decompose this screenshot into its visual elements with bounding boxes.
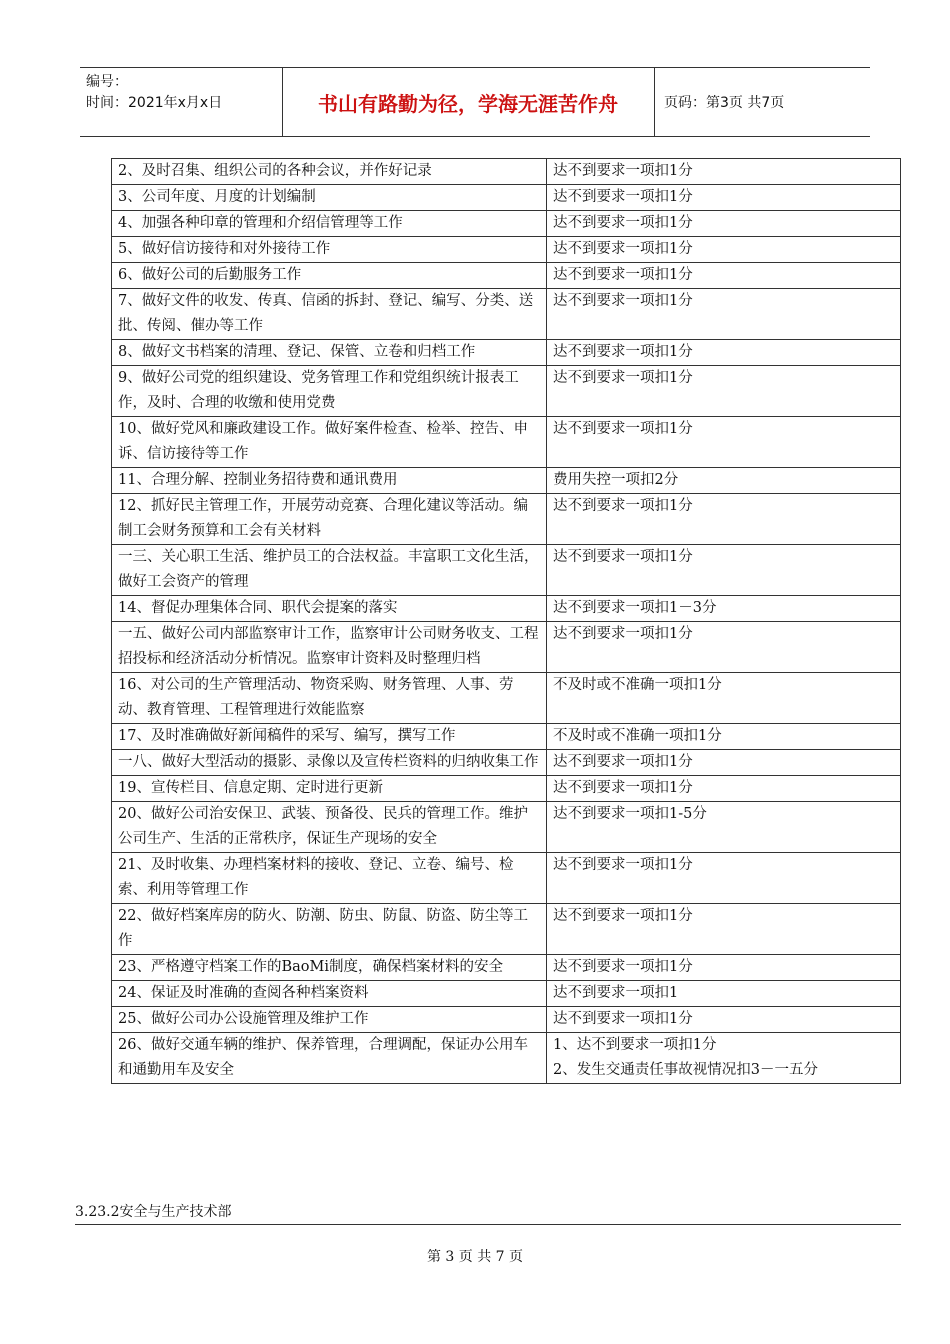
- task-cell: 一八、做好大型活动的摄影、录像以及宣传栏资料的归纳收集工作: [112, 750, 547, 776]
- criteria-cell: [547, 1007, 901, 1033]
- task-cell: 一五、做好公司内部监察审计工作，监察审计公司财务收支、工程招投标和经济活动分析情况。监察审计资料及时整理归档: [112, 622, 547, 673]
- table-row: [112, 596, 901, 622]
- criteria-text: 达不到要求一项扣1分: [553, 163, 693, 179]
- table-row: [112, 237, 901, 263]
- table-row: [112, 545, 901, 596]
- page-footer: 第 3 页 共 7 页: [426, 1249, 524, 1265]
- criteria-text: 2、发生交通责任事故视情况扣3－一五分: [553, 1062, 818, 1078]
- criteria-cell: [547, 237, 901, 263]
- criteria-cell: [547, 417, 901, 468]
- table-row: [112, 673, 901, 724]
- criteria-text: 达不到要求一项扣1分: [553, 370, 693, 386]
- page-header: [80, 67, 870, 137]
- table-row: [112, 776, 901, 802]
- task-cell: 22、做好档案库房的防火、防潮、防虫、防鼠、防盗、防尘等工作: [112, 904, 547, 955]
- criteria-text: 1、达不到要求一项扣1分: [553, 1037, 717, 1053]
- table-row: [112, 1007, 901, 1033]
- criteria-cell: [547, 1033, 901, 1084]
- criteria-text: 达不到要求一项扣1分: [553, 421, 693, 437]
- criteria-text: 达不到要求一项扣1分: [553, 626, 693, 642]
- table-row: [112, 955, 901, 981]
- table-row: [112, 750, 901, 776]
- criteria-cell: [547, 955, 901, 981]
- table-row: [112, 622, 901, 673]
- table-row: [112, 366, 901, 417]
- criteria-text: 达不到要求一项扣1分: [553, 754, 693, 770]
- criteria-cell: [547, 981, 901, 1007]
- criteria-cell: [547, 622, 901, 673]
- document-date-label: 时间：2021年x月x日: [86, 95, 223, 111]
- document-number-label: 编号：: [86, 74, 128, 90]
- task-cell: 4、加强各种印章的管理和介绍信管理等工作: [112, 211, 547, 237]
- table-row: [112, 211, 901, 237]
- task-cell: 8、做好文书档案的清理、登记、保管、立卷和归档工作: [112, 340, 547, 366]
- task-cell: 9、做好公司党的组织建设、党务管理工作和党组织统计报表工作，及时、合理的收缴和使用党费: [112, 366, 547, 417]
- table-row: [112, 904, 901, 955]
- criteria-text: 达不到要求一项扣1分: [553, 344, 693, 360]
- header-motto: 书山有路勤为径，学海无涯苦作舟: [318, 91, 618, 116]
- criteria-text: 达不到要求一项扣1分: [553, 498, 693, 514]
- criteria-text: 达不到要求一项扣1: [553, 985, 679, 1001]
- task-cell: 3、公司年度、月度的计划编制: [112, 185, 547, 211]
- criteria-text: 不及时或不准确一项扣1分: [553, 677, 722, 693]
- criteria-cell: [547, 340, 901, 366]
- criteria-cell: [547, 776, 901, 802]
- criteria-cell: [547, 494, 901, 545]
- table-row: [112, 185, 901, 211]
- criteria-cell: [547, 159, 901, 185]
- criteria-cell: [547, 211, 901, 237]
- criteria-cell: [547, 802, 901, 853]
- task-cell: 26、做好交通车辆的维护、保养管理，合理调配，保证办公用车和通勤用车及安全: [112, 1033, 547, 1084]
- header-divider: [654, 68, 655, 136]
- task-cell: 25、做好公司办公设施管理及维护工作: [112, 1007, 547, 1033]
- criteria-text: 达不到要求一项扣1分: [553, 1011, 693, 1027]
- criteria-text: 达不到要求一项扣1分: [553, 908, 693, 924]
- criteria-cell: [547, 853, 901, 904]
- criteria-cell: [547, 185, 901, 211]
- criteria-text: 不及时或不准确一项扣1分: [553, 728, 722, 744]
- criteria-cell: [547, 545, 901, 596]
- table-row: [112, 724, 901, 750]
- criteria-text: 达不到要求一项扣1分: [553, 267, 693, 283]
- criteria-text: 达不到要求一项扣1分: [553, 959, 693, 975]
- criteria-cell: [547, 366, 901, 417]
- table-row: [112, 417, 901, 468]
- task-cell: 19、宣传栏目、信息定期、定时进行更新: [112, 776, 547, 802]
- task-cell: 5、做好信访接待和对外接待工作: [112, 237, 547, 263]
- task-cell: 10、做好党风和廉政建设工作。做好案件检查、检举、控告、申诉、信访接待等工作: [112, 417, 547, 468]
- criteria-text: 达不到要求一项扣1－3分: [553, 600, 717, 616]
- task-cell: 7、做好文件的收发、传真、信函的拆封、登记、编写、分类、送批、传阅、催办等工作: [112, 289, 547, 340]
- table-row: [112, 263, 901, 289]
- table-row: [112, 494, 901, 545]
- criteria-text: 达不到要求一项扣1分: [553, 549, 693, 565]
- criteria-cell: [547, 289, 901, 340]
- task-cell: 12、抓好民主管理工作，开展劳动竞赛、合理化建议等活动。编制工会财务预算和工会有关材料: [112, 494, 547, 545]
- task-cell: 20、做好公司治安保卫、武装、预备役、民兵的管理工作。维护公司生产、生活的正常秩序，保证生产现场的安全: [112, 802, 547, 853]
- table-row: [112, 1033, 901, 1084]
- task-cell: 24、保证及时准确的查阅各种档案资料: [112, 981, 547, 1007]
- table-row: [112, 853, 901, 904]
- table-row: [112, 468, 901, 494]
- criteria-text: 达不到要求一项扣1分: [553, 857, 693, 873]
- task-cell: 23、严格遵守档案工作的BaoMi制度，确保档案材料的安全: [112, 955, 547, 981]
- table-row: [112, 159, 901, 185]
- task-cell: 一三、关心职工生活、维护员工的合法权益。丰富职工文化生活，做好工会资产的管理: [112, 545, 547, 596]
- assessment-table: [111, 158, 901, 1084]
- criteria-text: 达不到要求一项扣1分: [553, 189, 693, 205]
- criteria-text: 达不到要求一项扣1分: [553, 215, 693, 231]
- criteria-cell: [547, 904, 901, 955]
- task-cell: 21、及时收集、办理档案材料的接收、登记、立卷、编号、检索、利用等管理工作: [112, 853, 547, 904]
- table-row: [112, 340, 901, 366]
- criteria-cell: [547, 263, 901, 289]
- table-row: [112, 802, 901, 853]
- section-rule: [75, 1224, 901, 1225]
- criteria-cell: [547, 673, 901, 724]
- task-cell: 11、合理分解、控制业务招待费和通讯费用: [112, 468, 547, 494]
- table-row: [112, 981, 901, 1007]
- criteria-cell: [547, 468, 901, 494]
- criteria-cell: [547, 750, 901, 776]
- header-page-number: 页码：第3页 共7页: [664, 95, 785, 111]
- task-cell: 6、做好公司的后勤服务工作: [112, 263, 547, 289]
- task-cell: 2、及时召集、组织公司的各种会议，并作好记录: [112, 159, 547, 185]
- task-cell: 14、督促办理集体合同、职代会提案的落实: [112, 596, 547, 622]
- criteria-cell: [547, 724, 901, 750]
- criteria-text: 达不到要求一项扣1分: [553, 780, 693, 796]
- criteria-cell: [547, 596, 901, 622]
- task-cell: 16、对公司的生产管理活动、物资采购、财务管理、人事、劳动、教育管理、工程管理进行效能监察: [112, 673, 547, 724]
- section-heading: 3.23.2安全与生产技术部: [75, 1204, 232, 1220]
- task-cell: 17、及时准确做好新闻稿件的采写、编写，撰写工作: [112, 724, 547, 750]
- table-row: [112, 289, 901, 340]
- criteria-text: 费用失控一项扣2分: [553, 472, 679, 488]
- criteria-text: 达不到要求一项扣1分: [553, 293, 693, 309]
- criteria-text: 达不到要求一项扣1分: [553, 241, 693, 257]
- criteria-text: 达不到要求一项扣1-5分: [553, 806, 707, 822]
- header-meta: [86, 72, 282, 114]
